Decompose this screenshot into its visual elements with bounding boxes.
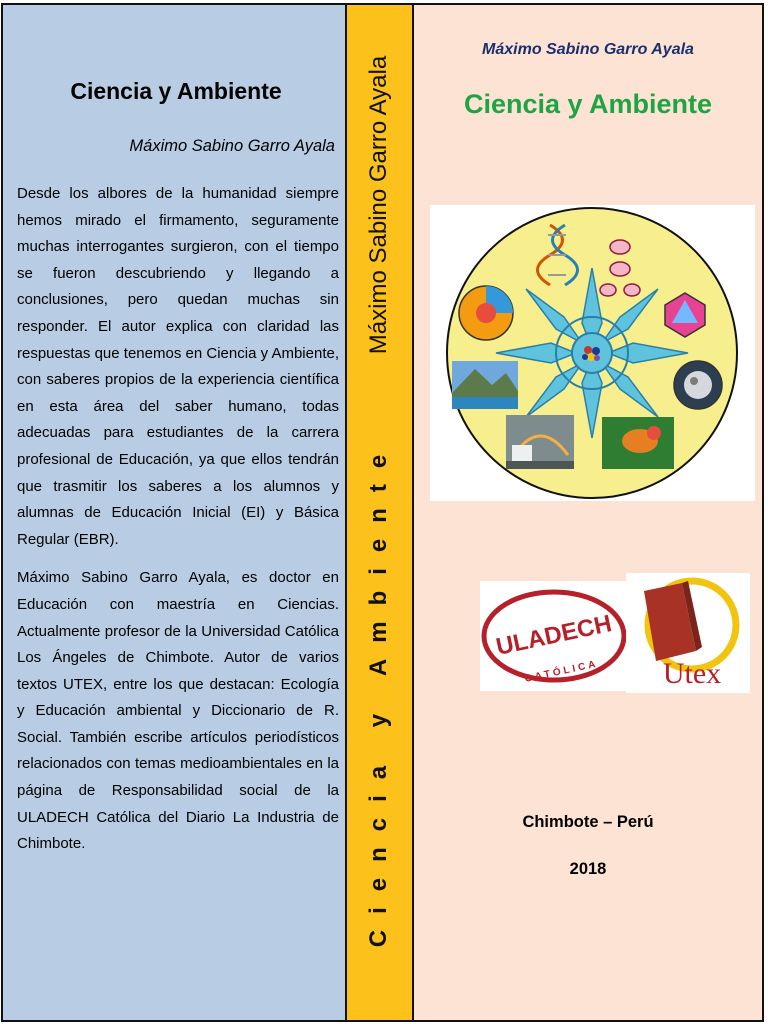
- andean-bird-photo: [602, 417, 674, 469]
- synopsis-paragraph: Desde los albores de la humanidad siempre hemos mirado el firmamento, seguramente muchas interrogantes surgieron, con el tiempo se fueron descubriendo y llegando a conclusiones, pero quedan muchas sin responder. El autor explica con claridad las respuestas que tenemos en Ciencia y Ambiente, con saberes propios de la experiencia científica en esta área del saber humano, todas adecuadas para estudiantes de la carrera profesional de Educación, ya que ellos tendrán que trasmitir los saberes a los alumnos y alumnas de Educación Inicial (EI) y Básica Regular (EBR).: [17, 185, 339, 548]
- front-cover-author: Máximo Sabino Garro Ayala: [482, 41, 694, 58]
- back-cover-synopsis: [17, 181, 339, 870]
- back-cover: [1, 3, 347, 1022]
- uladech-logo-subtext: CATÓLICA: [523, 658, 600, 685]
- uladech-logo: [480, 581, 628, 691]
- utex-logo: [626, 573, 750, 693]
- spine-author: Máximo Sabino Garro Ayala: [365, 55, 392, 355]
- book-spine: [347, 3, 414, 1022]
- publication-place: Chimbote – Perú: [522, 813, 654, 831]
- back-cover-title: Ciencia y Ambiente: [70, 78, 282, 104]
- front-cover: [414, 3, 764, 1022]
- publication-year: 2018: [569, 860, 607, 878]
- rainbow-church-photo: [506, 415, 574, 469]
- earth-globe-icon: [459, 286, 513, 340]
- spine-title: Ciencia y Ambiente: [365, 438, 392, 948]
- science-emblem-illustration: [430, 205, 755, 501]
- front-cover-title: Ciencia y Ambiente: [463, 89, 713, 119]
- utex-logo-text: Utex: [662, 657, 722, 690]
- mountain-landscape-photo: [452, 361, 518, 409]
- back-cover-author: Máximo Sabino Garro Ayala: [129, 137, 335, 155]
- microscope-sample-icon: [674, 361, 722, 409]
- inner-orbit-inner: [572, 333, 612, 373]
- author-bio-paragraph: Máximo Sabino Garro Ayala, es doctor en Educación con maestría en Ciencias. Actualmente profesor de la Universidad Católica Los Ángeles de Chimbote. Autor de varios textos UTEX, entre los que destacan: Ecología y Educación ambiental y Diccionario de R. Social. También escribe artículos periodísticos relacionados con temas medioambientales en la página de Responsabilidad social de la ULADECH Católica del Diario La Industria de Chimbote.: [17, 569, 339, 853]
- uladech-logo-text: ULADECH: [493, 610, 615, 661]
